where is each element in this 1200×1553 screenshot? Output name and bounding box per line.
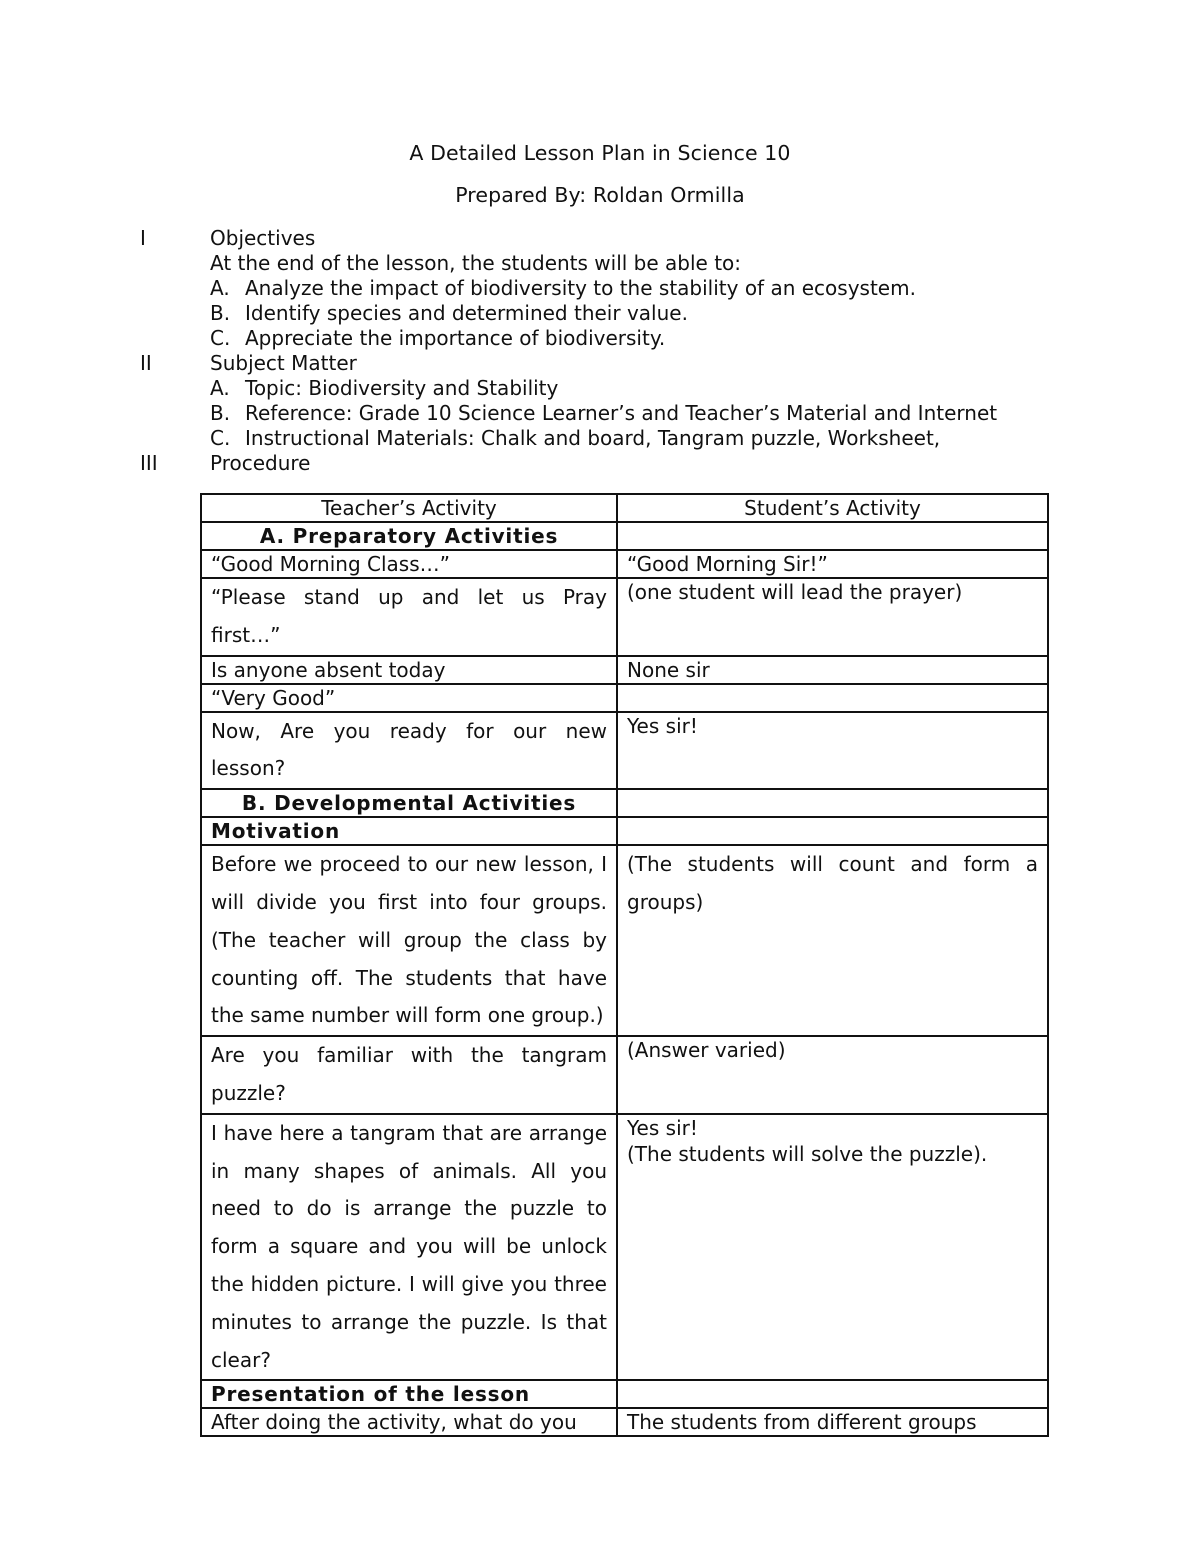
teacher-cell: Are you familiar with the tangram puzzle? — [201, 1036, 617, 1114]
table-row — [201, 1036, 1048, 1114]
table-row — [201, 1380, 1048, 1408]
student-cell — [617, 522, 1048, 550]
item-letter: A. — [210, 376, 230, 400]
student-line: (The students will solve the puzzle). — [627, 1141, 988, 1166]
table-row — [201, 712, 1048, 790]
student-cell: “Good Morning Sir!” — [617, 550, 1048, 578]
student-cell — [617, 1380, 1048, 1408]
teacher-cell: Is anyone absent today — [201, 656, 617, 684]
student-cell — [617, 817, 1048, 845]
subject-item: Reference: Grade 10 Science Learner’s and Teacher’s Material and Internet — [245, 401, 998, 425]
objectives-intro: At the end of the lesson, the students will be able to: — [210, 251, 742, 275]
student-cell: None sir — [617, 656, 1048, 684]
table-row — [201, 789, 1048, 817]
table-row — [201, 550, 1048, 578]
table-row — [201, 1114, 1048, 1381]
table-row — [201, 845, 1048, 1036]
table-row — [201, 578, 1048, 656]
student-line: Yes sir! — [627, 1115, 698, 1140]
section-numeral: II — [140, 351, 152, 375]
teacher-cell: After doing the activity, what do you — [201, 1408, 617, 1436]
table-row — [201, 656, 1048, 684]
objective-item: Analyze the impact of biodiversity to the stability of an ecosystem. — [245, 276, 916, 300]
procedure-table — [200, 493, 1049, 1437]
section-numeral: III — [140, 451, 158, 475]
teacher-cell: Now, Are you ready for our new lesson? — [201, 712, 617, 790]
subject-item: Topic: Biodiversity and Stability — [245, 376, 559, 400]
student-cell: (The students will count and form a groups) — [617, 845, 1048, 1036]
item-letter: B. — [210, 401, 231, 425]
teacher-cell: Motivation — [201, 817, 617, 845]
item-letter: B. — [210, 301, 231, 325]
teacher-cell: “Good Morning Class…” — [201, 550, 617, 578]
teacher-cell: Presentation of the lesson — [201, 1380, 617, 1408]
section-heading: Objectives — [210, 226, 316, 250]
objective-item: Appreciate the importance of biodiversity. — [245, 326, 666, 350]
student-cell — [617, 1114, 1048, 1381]
student-cell — [617, 789, 1048, 817]
item-letter: C. — [210, 426, 231, 450]
section-heading: Subject Matter — [210, 351, 357, 375]
table-header-row — [201, 494, 1048, 522]
header-student-activity: Student’s Activity — [617, 494, 1048, 522]
section-heading: Procedure — [210, 451, 311, 475]
prepared-by: Prepared By: Roldan Ormilla — [455, 183, 745, 207]
table-row — [201, 684, 1048, 712]
table-row — [201, 1408, 1048, 1436]
item-letter: C. — [210, 326, 231, 350]
student-cell: (Answer varied) — [617, 1036, 1048, 1114]
student-cell: Yes sir! — [617, 712, 1048, 790]
item-letter: A. — [210, 276, 230, 300]
student-cell: The students from different groups — [617, 1408, 1048, 1436]
teacher-cell: “Very Good” — [201, 684, 617, 712]
table-row — [201, 522, 1048, 550]
teacher-cell: Before we proceed to our new lesson, I will divide you first into four groups. (The teacher will group the class by counting off. The students that have the same number will form one group.) — [201, 845, 617, 1036]
objective-item: Identify species and determined their value. — [245, 301, 688, 325]
teacher-cell: B. Developmental Activities — [201, 789, 617, 817]
teacher-cell: “Please stand up and let us Pray first…” — [201, 578, 617, 656]
teacher-cell: A. Preparatory Activities — [201, 522, 617, 550]
document-title: A Detailed Lesson Plan in Science 10 — [409, 141, 791, 165]
subject-item: Instructional Materials: Chalk and board, Tangram puzzle, Worksheet, — [245, 426, 941, 450]
table-row — [201, 817, 1048, 845]
student-cell: (one student will lead the prayer) — [617, 578, 1048, 656]
teacher-cell: I have here a tangram that are arrange in many shapes of animals. All you need to do is arrange the puzzle to form a square and you will be unlock the hidden picture. I will give you three minutes to arrange the puzzle. Is that clear? — [201, 1114, 617, 1381]
student-cell — [617, 684, 1048, 712]
header-teacher-activity: Teacher’s Activity — [201, 494, 617, 522]
section-numeral: I — [140, 226, 146, 250]
